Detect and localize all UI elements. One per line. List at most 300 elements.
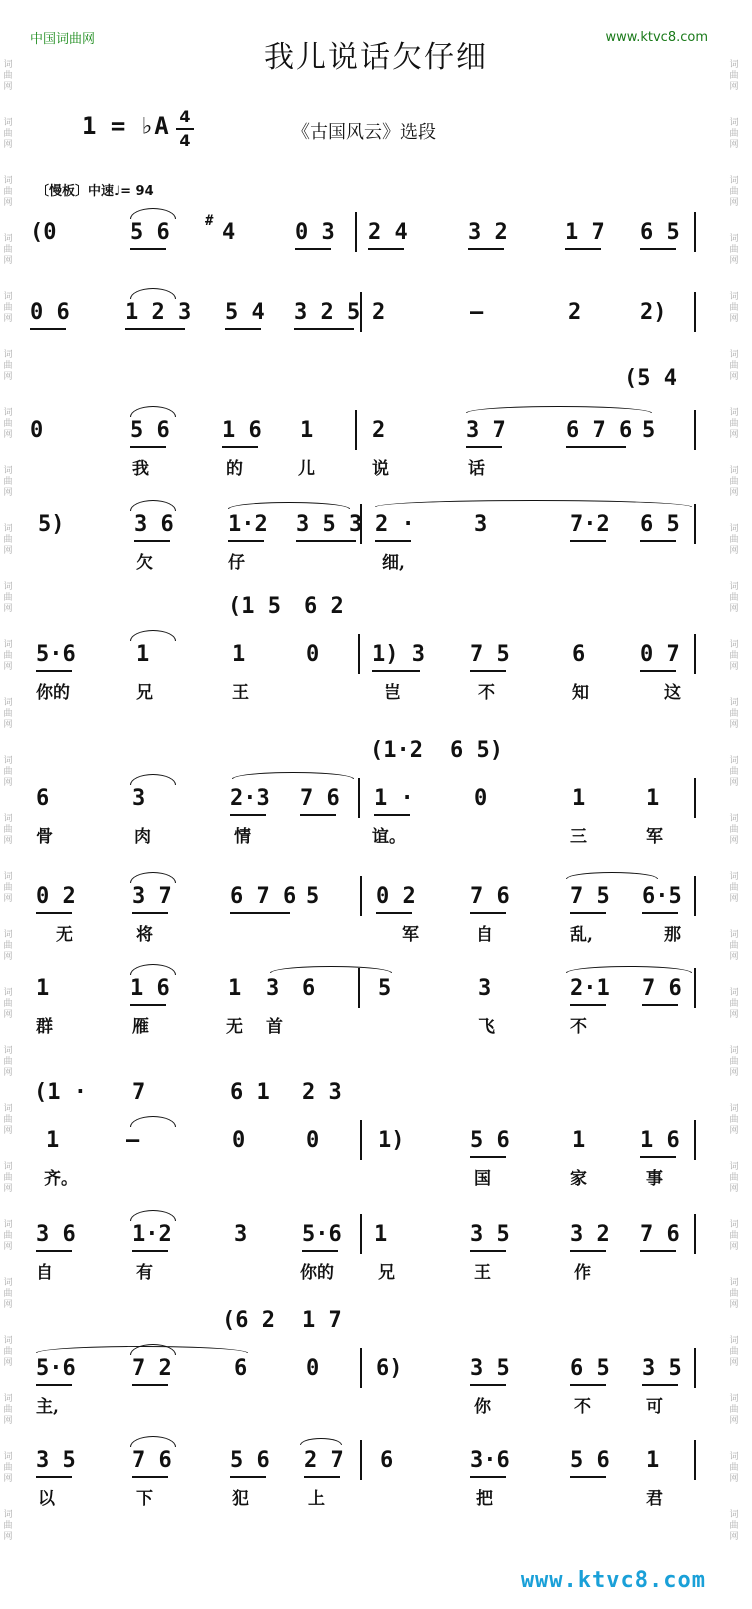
beam-underline <box>294 328 354 330</box>
note: 3 5 <box>470 1356 510 1381</box>
beam-underline <box>230 912 290 914</box>
watermark-text: 词 曲 网 <box>3 292 13 324</box>
watermark-text: 词 曲 网 <box>3 756 13 788</box>
note: 7 5 <box>470 642 510 667</box>
note: 1 6 <box>640 1128 680 1153</box>
note: 5 6 <box>230 1448 270 1473</box>
lyric: 家 <box>570 1169 587 1189</box>
lyric: 肉 <box>134 827 151 847</box>
beam-underline <box>375 540 411 542</box>
lyric: 首 <box>266 1017 283 1037</box>
watermark-text: 词 曲 网 <box>729 1104 739 1136</box>
note: 2 · <box>375 512 415 537</box>
bar-line <box>360 1214 362 1254</box>
lyric: 不 <box>570 1017 587 1037</box>
slur <box>130 964 176 975</box>
note: 1 <box>136 642 150 667</box>
note: 0 6 <box>30 300 70 325</box>
tie <box>232 772 354 779</box>
beam-underline <box>130 248 166 250</box>
lyric: 齐。 <box>44 1169 78 1189</box>
beam-underline <box>642 1004 678 1006</box>
note: 0 7 <box>640 642 680 667</box>
note: 1 <box>46 1128 60 1153</box>
beam-underline <box>468 248 504 250</box>
beam-underline <box>368 248 404 250</box>
note: 7·2 <box>570 512 610 537</box>
bar-line <box>360 876 362 916</box>
source-note: 《古国风云》选段 <box>292 122 436 143</box>
note: # <box>205 213 214 229</box>
watermark-text: 词 曲 网 <box>3 176 13 208</box>
note: 6·5 <box>642 884 682 909</box>
lyric: 无 <box>56 925 73 945</box>
interlude-note: (1 5 <box>228 594 281 619</box>
lyric: 你的 <box>36 683 70 703</box>
interlude-note: (5 4 <box>624 366 677 391</box>
note: 6) <box>376 1356 403 1381</box>
note: 1 <box>572 1128 586 1153</box>
lyric: 乱, <box>570 925 593 945</box>
bar-line <box>360 1348 362 1388</box>
note: 1 · <box>374 786 414 811</box>
interlude-note: 6 1 <box>230 1080 270 1105</box>
lyric: 有 <box>136 1263 153 1283</box>
lyric: 群 <box>36 1017 53 1037</box>
lyric: 你的 <box>300 1263 334 1283</box>
watermark-text: 词 曲 网 <box>3 1104 13 1136</box>
lyric: 这 <box>664 683 681 703</box>
note: 3 <box>478 976 492 1001</box>
lyric: 事 <box>646 1169 663 1189</box>
beam-underline <box>36 1384 72 1386</box>
tempo-marking: 〔慢板〕中速♩= 94 <box>36 184 154 199</box>
lyric: 无 <box>226 1017 243 1037</box>
beam-underline <box>566 446 626 448</box>
note: 3 5 3 <box>296 512 363 537</box>
watermark-text: 词 曲 网 <box>729 640 739 672</box>
note: 1 6 <box>222 418 262 443</box>
time-signature-top: 4 <box>179 107 191 126</box>
tie <box>375 500 692 507</box>
lyric: 你 <box>474 1397 491 1417</box>
slur <box>130 288 176 299</box>
beam-underline <box>376 912 412 914</box>
beam-underline <box>36 912 72 914</box>
beam-underline <box>570 1004 606 1006</box>
tie <box>228 502 350 509</box>
beam-underline <box>570 1384 606 1386</box>
lyric: 可 <box>646 1397 663 1417</box>
watermark-text: 词 曲 网 <box>729 988 739 1020</box>
note: 7 6 <box>642 976 682 1001</box>
note: 6 5 <box>570 1356 610 1381</box>
note: 1 7 <box>565 220 605 245</box>
note: 1 2 3 <box>125 300 192 325</box>
lyric: 话 <box>468 459 485 479</box>
lyric: 把 <box>476 1489 493 1509</box>
beam-underline <box>470 912 506 914</box>
tie <box>36 1346 248 1353</box>
beam-underline <box>570 912 606 914</box>
interlude-note: 6 5) <box>450 738 503 763</box>
watermark-text: 词 曲 网 <box>729 176 739 208</box>
note: 1 <box>232 642 246 667</box>
note: 6 <box>302 976 316 1001</box>
beam-underline <box>374 814 410 816</box>
note: 6 7 6 <box>566 418 633 443</box>
note: 3 6 <box>36 1222 76 1247</box>
beam-underline <box>230 814 266 816</box>
note: 0 <box>306 1356 320 1381</box>
beam-underline <box>30 328 66 330</box>
footer-brand[interactable]: www.ktvc8.com <box>520 1568 706 1593</box>
beam-underline <box>295 248 331 250</box>
interlude-note: 6 2 <box>304 594 344 619</box>
watermark-text: 词 曲 网 <box>3 1510 13 1542</box>
lyric: 岂 <box>384 683 401 703</box>
note: 1 <box>646 786 660 811</box>
bar-line-end <box>694 1348 696 1388</box>
bar-line <box>358 634 360 674</box>
bar-line <box>358 778 360 818</box>
bar-line <box>355 410 357 450</box>
lyric: 我 <box>132 459 149 479</box>
watermark-text: 词 曲 网 <box>729 1046 739 1078</box>
lyric: 那 <box>664 925 681 945</box>
note: 3 <box>266 976 280 1001</box>
slur <box>130 774 176 785</box>
bar-line <box>358 968 360 1008</box>
watermark-text: 词 曲 网 <box>729 234 739 266</box>
watermark-text: 词 曲 网 <box>3 640 13 672</box>
beam-underline <box>222 446 258 448</box>
note: 6 7 6 <box>230 884 297 909</box>
lyric: 的 <box>226 459 243 479</box>
watermark-text: 词 曲 网 <box>729 582 739 614</box>
tie <box>466 406 652 413</box>
beam-underline <box>466 446 502 448</box>
watermark-text: 词 曲 网 <box>3 1046 13 1078</box>
note: 5 6 <box>130 220 170 245</box>
beam-underline <box>296 540 356 542</box>
bar-line-end <box>694 504 696 544</box>
note: 7 6 <box>132 1448 172 1473</box>
note: 1 <box>228 976 242 1001</box>
bar-line-end <box>694 1214 696 1254</box>
note: 7 6 <box>300 786 340 811</box>
site-url-right[interactable]: www.ktvc8.com <box>605 30 708 45</box>
slur <box>130 500 176 511</box>
bar-line-end <box>694 634 696 674</box>
note: 1 6 <box>130 976 170 1001</box>
tie <box>300 1438 342 1445</box>
lyric: 将 <box>136 925 153 945</box>
beam-underline <box>36 1476 72 1478</box>
tie <box>566 966 692 973</box>
beam-underline <box>132 1384 168 1386</box>
song-title: 我儿说话欠仔细 <box>264 40 488 75</box>
interlude-note: (1 · <box>34 1080 87 1105</box>
lyric: 不 <box>478 683 495 703</box>
note: 0 3 <box>295 220 335 245</box>
beam-underline <box>130 446 166 448</box>
interlude-note: (6 2 <box>222 1308 275 1333</box>
tie <box>566 872 658 879</box>
note: 0 <box>232 1128 246 1153</box>
note: 1·2 <box>228 512 268 537</box>
note: 0 2 <box>36 884 76 909</box>
beam-underline <box>640 670 676 672</box>
watermark-text: 词 曲 网 <box>3 1336 13 1368</box>
lyric: 兄 <box>136 683 153 703</box>
note: 1 <box>36 976 50 1001</box>
note: 7 2 <box>132 1356 172 1381</box>
lyric: 军 <box>646 827 663 847</box>
note: 3 6 <box>134 512 174 537</box>
slur <box>130 630 176 641</box>
note: 1 <box>300 418 314 443</box>
beam-underline <box>470 1250 506 1252</box>
lyric: 国 <box>474 1169 491 1189</box>
beam-underline <box>304 1476 340 1478</box>
watermark-text: 词 曲 网 <box>3 930 13 962</box>
note: 6 <box>572 642 586 667</box>
note: 4 <box>222 220 236 245</box>
watermark-text: 词 曲 网 <box>729 698 739 730</box>
note: 2 4 <box>368 220 408 245</box>
slur <box>130 1210 176 1221</box>
slur <box>130 406 176 417</box>
note: 5 <box>306 884 320 909</box>
note: 1) 3 <box>372 642 425 667</box>
watermark-text: 词 曲 网 <box>3 1394 13 1426</box>
watermark-text: 词 曲 网 <box>729 60 739 92</box>
watermark-text: 词 曲 网 <box>729 118 739 150</box>
watermark-text: 词 曲 网 <box>729 1394 739 1426</box>
beam-underline <box>36 1250 72 1252</box>
note: 5 6 <box>130 418 170 443</box>
watermark-text: 词 曲 网 <box>729 1336 739 1368</box>
bar-line <box>360 504 362 544</box>
beam-underline <box>228 540 264 542</box>
beam-underline <box>470 1476 506 1478</box>
beam-underline <box>230 1476 266 1478</box>
watermark-text: 词 曲 网 <box>729 1220 739 1252</box>
note: 3 <box>474 512 488 537</box>
beam-underline <box>570 1250 606 1252</box>
watermark-text: 词 曲 网 <box>729 930 739 962</box>
beam-underline <box>642 912 678 914</box>
lyric: 王 <box>474 1263 491 1283</box>
bar-line-end <box>694 1120 696 1160</box>
lyric: 儿 <box>298 459 315 479</box>
slur <box>130 1436 176 1447</box>
bar-line-end <box>694 410 696 450</box>
watermark-text: 词 曲 网 <box>729 1278 739 1310</box>
beam-underline <box>134 540 170 542</box>
bar-line-end <box>694 778 696 818</box>
note: 6 <box>36 786 50 811</box>
watermark-text: 词 曲 网 <box>3 234 13 266</box>
beam-underline <box>470 1384 506 1386</box>
beam-underline <box>300 814 336 816</box>
bar-line <box>360 1120 362 1160</box>
lyric: 王 <box>232 683 249 703</box>
note: 5 4 <box>225 300 265 325</box>
note: 1 <box>374 1222 388 1247</box>
slur <box>130 872 176 883</box>
watermark-text: 词 曲 网 <box>729 466 739 498</box>
note: 3 7 <box>466 418 506 443</box>
beam-underline <box>372 670 420 672</box>
watermark-text: 词 曲 网 <box>3 872 13 904</box>
watermark-text: 词 曲 网 <box>3 582 13 614</box>
watermark-text: 词 曲 网 <box>3 524 13 556</box>
lyric: 欠 <box>136 553 153 573</box>
beam-underline <box>132 912 168 914</box>
beam-underline <box>640 1250 676 1252</box>
bar-line-end <box>694 1440 696 1480</box>
note: 3 <box>132 786 146 811</box>
watermark-text: 词 曲 网 <box>729 292 739 324</box>
tie <box>270 966 392 973</box>
lyric: 兄 <box>378 1263 395 1283</box>
note: 2 <box>568 300 582 325</box>
lyric: 三 <box>570 827 587 847</box>
lyric: 君 <box>646 1489 663 1509</box>
interlude-note: 2 3 <box>302 1080 342 1105</box>
lyric: 说 <box>372 459 389 479</box>
beam-underline <box>125 328 185 330</box>
watermark-text: 词 曲 网 <box>3 988 13 1020</box>
lyric: 作 <box>574 1263 591 1283</box>
note: 0 <box>306 1128 320 1153</box>
bar-line <box>360 292 362 332</box>
bar-line-end <box>694 212 696 252</box>
beam-underline <box>640 1156 676 1158</box>
watermark-text: 词 曲 网 <box>729 1452 739 1484</box>
note: 6 <box>234 1356 248 1381</box>
beam-underline <box>570 540 606 542</box>
beam-underline <box>302 1250 338 1252</box>
beam-underline <box>470 1156 506 1158</box>
watermark-text: 词 曲 网 <box>729 408 739 440</box>
note: 7 6 <box>470 884 510 909</box>
watermark-text: 词 曲 网 <box>3 350 13 382</box>
interlude-note: 1 7 <box>302 1308 342 1333</box>
note: 1 <box>572 786 586 811</box>
lyric: 犯 <box>232 1489 249 1509</box>
note: 3 2 <box>468 220 508 245</box>
watermark-text: 词 曲 网 <box>729 1510 739 1542</box>
beam-underline <box>640 248 676 250</box>
beam-underline <box>132 1476 168 1478</box>
beam-underline <box>640 540 676 542</box>
note: 3 5 <box>470 1222 510 1247</box>
beam-underline <box>470 670 506 672</box>
note: 1·2 <box>132 1222 172 1247</box>
watermark-text: 词 曲 网 <box>3 1220 13 1252</box>
note: 0 <box>306 642 320 667</box>
note: 3·6 <box>470 1448 510 1473</box>
watermark-text: 词 曲 网 <box>3 408 13 440</box>
watermark-text: 词 曲 网 <box>3 1452 13 1484</box>
note: 5 <box>642 418 656 443</box>
note: (0 <box>30 220 57 245</box>
lyric: 情 <box>234 827 251 847</box>
lyric: 上 <box>308 1489 325 1509</box>
watermark-text: 词 曲 网 <box>729 1162 739 1194</box>
lyric: 知 <box>572 683 589 703</box>
note: 1 <box>646 1448 660 1473</box>
note: 5·6 <box>302 1222 342 1247</box>
note: 6 5 <box>640 220 680 245</box>
lyric: 骨 <box>36 827 53 847</box>
lyric: 主, <box>36 1397 59 1417</box>
note: 5 <box>378 976 392 1001</box>
beam-underline <box>36 670 72 672</box>
bar-line-end <box>694 876 696 916</box>
slur <box>130 208 176 219</box>
interlude-note: (1·2 <box>370 738 423 763</box>
lyric: 细, <box>382 553 405 573</box>
time-signature-bottom: 4 <box>179 131 191 150</box>
lyric: 谊。 <box>372 827 406 847</box>
beam-underline <box>642 1384 678 1386</box>
note: 5 6 <box>470 1128 510 1153</box>
note: 3 7 <box>132 884 172 909</box>
bar-line-end <box>694 292 696 332</box>
note: 3 <box>234 1222 248 1247</box>
watermark-text: 词 曲 网 <box>729 524 739 556</box>
note: 3 2 5 <box>294 300 361 325</box>
note: 3 5 <box>36 1448 76 1473</box>
note: 0 <box>474 786 488 811</box>
watermark-text: 词 曲 网 <box>729 872 739 904</box>
note: 6 <box>380 1448 394 1473</box>
note: — <box>470 300 484 325</box>
watermark-text: 词 曲 网 <box>3 466 13 498</box>
note: 5 6 <box>570 1448 610 1473</box>
bar-line <box>355 212 357 252</box>
note: 5·6 <box>36 642 76 667</box>
note: 6 5 <box>640 512 680 537</box>
interlude-note: 7 <box>132 1080 146 1105</box>
lyric: 不 <box>574 1397 591 1417</box>
bar-line <box>360 1440 362 1480</box>
watermark-text: 词 曲 网 <box>3 60 13 92</box>
watermark-text: 词 曲 网 <box>3 814 13 846</box>
lyric: 以 <box>38 1489 55 1509</box>
lyric: 下 <box>136 1489 153 1509</box>
note: 2·1 <box>570 976 610 1001</box>
beam-underline <box>132 1250 168 1252</box>
note: 3 2 <box>570 1222 610 1247</box>
lyric: 雁 <box>132 1017 149 1037</box>
note: — <box>126 1128 140 1153</box>
beam-underline <box>225 328 261 330</box>
time-signature <box>174 106 196 152</box>
watermark-text: 词 曲 网 <box>729 756 739 788</box>
watermark-text: 词 曲 网 <box>3 698 13 730</box>
note: 2 <box>372 418 386 443</box>
slur <box>130 1116 176 1127</box>
lyric: 自 <box>36 1263 53 1283</box>
watermark-text: 词 曲 网 <box>3 1278 13 1310</box>
note: 7 6 <box>640 1222 680 1247</box>
beam-underline <box>565 248 601 250</box>
